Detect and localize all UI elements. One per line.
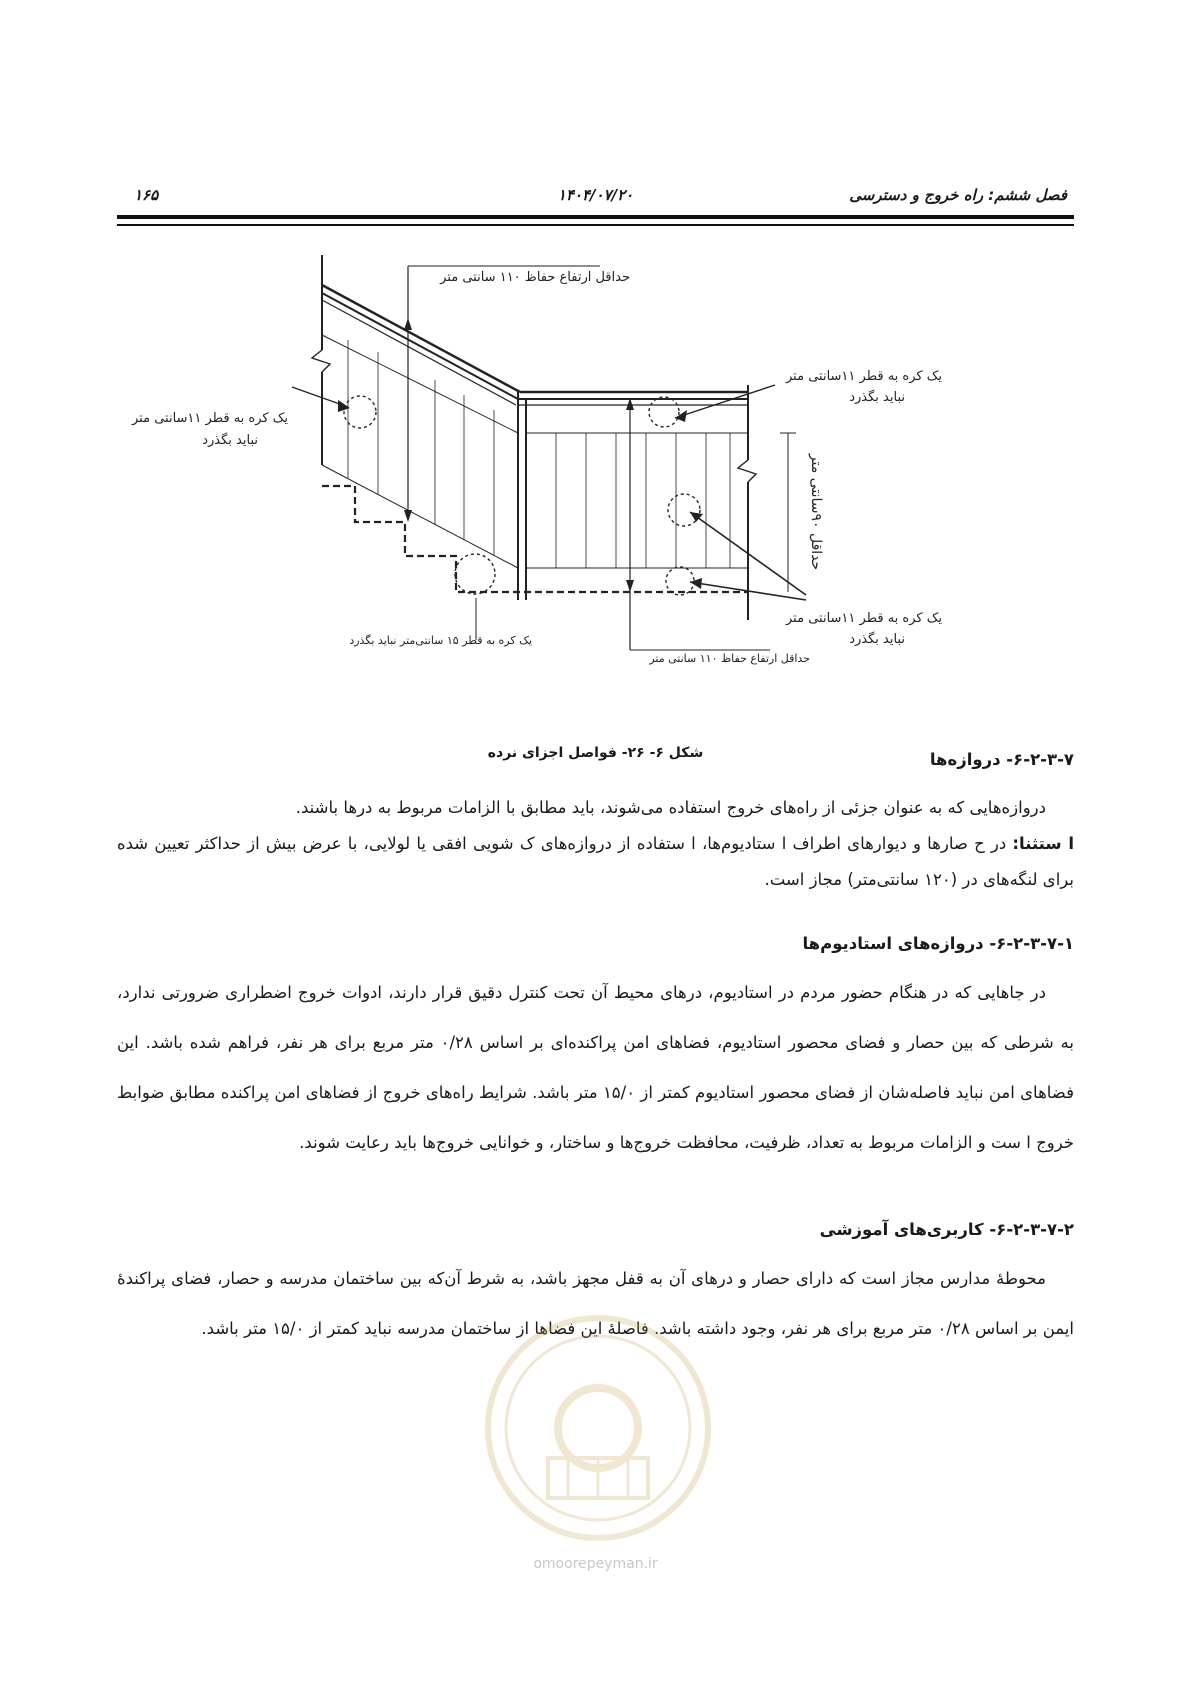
label-sphere-bottom-right-line1: یک کره به قطر ۱۱سانتی متر bbox=[786, 611, 942, 626]
figure-caption: شکل ۶- ۲۶- فواصل اجزای نرده bbox=[487, 745, 704, 761]
label-sphere-15: یک کره به قطر ۱۵ سانتی‌متر نباید بگذرد bbox=[349, 634, 532, 647]
label-sphere-left-line1: یک کره به قطر ۱۱سانتی متر bbox=[132, 411, 288, 426]
header-rule-thin bbox=[117, 224, 1074, 226]
exception-paragraph bbox=[117, 826, 1074, 898]
paragraph: در جاهایی که در هنگام حضور مردم در استادیوم، درهای محیط آن تحت کنترل دقیق قرار دارند، ادوات خروج اضطراری ضرورتی ندارد، به شرطی که بین حصار و فضای محصور استادیوم، فضاهای امن پراکنده‌ای بر اساس ۰/۲۸ متر مربع برای هر نفر، فراهم شده باشد. این فضاهای امن نباید فاصله‌شان از فضای محصور استادیوم کمتر از ۱۵/۰ متر باشد. شرایط راه‌های خروج از فضاهای امن پراکنده مطابق ضوابط خروج ا ست و الزامات مربوط به تعداد، ظرفیت، محافظت خروج‌ها و ساختار، و خوانایی خروج‌ها باید رعایت شوند. bbox=[117, 983, 1074, 1152]
chapter-title: فصل ششم: راه خروج و دسترسی bbox=[849, 186, 1067, 204]
watermark-seal-icon bbox=[478, 1308, 718, 1548]
railing-diagram bbox=[132, 255, 1060, 725]
exception-text: در ح صارها و دیوارهای اطراف ا ستادیوم‌ها، ا ستفاده از دروازه‌های ک شویی افقی یا لولایی، با عرض بیش از حداکثر تعیین شده برای لنگه‌های در (۱۲۰ سانتی‌متر) مجاز است. bbox=[117, 834, 1074, 889]
label-sphere-right-line2: نباید بگذرد bbox=[849, 390, 905, 405]
section-gates bbox=[117, 742, 1074, 898]
section-stadium-gates bbox=[117, 926, 1074, 1168]
header-date: ۱۴۰۴/۰۷/۲۰ bbox=[557, 186, 634, 204]
section-heading: ۶-۲-۳-۷- دروازه‌ها bbox=[929, 750, 1074, 769]
paragraph: دروازه‌هایی که به عنوان جزئی از راه‌های خروج استفاده می‌شوند، باید مطابق با الزامات مربوط به درها باشند. bbox=[295, 798, 1046, 817]
label-bottom-guard: حداقل ارتفاع حفاظ ۱۱۰ سانتی متر bbox=[649, 652, 810, 665]
watermark-url: omoorepeyman.ir bbox=[533, 1556, 658, 1572]
paragraph: محوطهٔ مدارس مجاز است که دارای حصار و درهای آن به قفل مجهز باشد، به شرط آن‌که بین ساختمان مدرسه و حصار، فضای پراکندهٔ ایمن بر اساس ۰/۲۸ متر مربع برای هر نفر، وجود داشته باشد. فاصلهٔ این فضاها از ساختمان مدرسه نباید کمتر از ۱۵/۰ متر باشد. bbox=[117, 1269, 1074, 1338]
page-number: ۱۶۵ bbox=[134, 186, 159, 204]
exception-label: ا ستثنا: bbox=[1012, 834, 1074, 853]
label-top-guard: حداقل ارتفاع حفاظ ۱۱۰ سانتی متر bbox=[440, 270, 630, 285]
label-sphere-right-line1: یک کره به قطر ۱۱سانتی متر bbox=[786, 369, 942, 384]
label-min-90: حداقل ۹۰سانتی متر bbox=[808, 453, 824, 571]
label-sphere-bottom-right-line2: نباید بگذرد bbox=[849, 632, 905, 647]
label-sphere-left-line2: نباید بگذرد bbox=[202, 433, 258, 448]
section-heading: ۶-۲-۳-۷-۱- دروازه‌های استادیوم‌ها bbox=[802, 934, 1074, 953]
header-rule-thick bbox=[117, 215, 1074, 219]
section-heading: ۶-۲-۳-۷-۲- کاربری‌های آموزشی bbox=[819, 1220, 1074, 1239]
